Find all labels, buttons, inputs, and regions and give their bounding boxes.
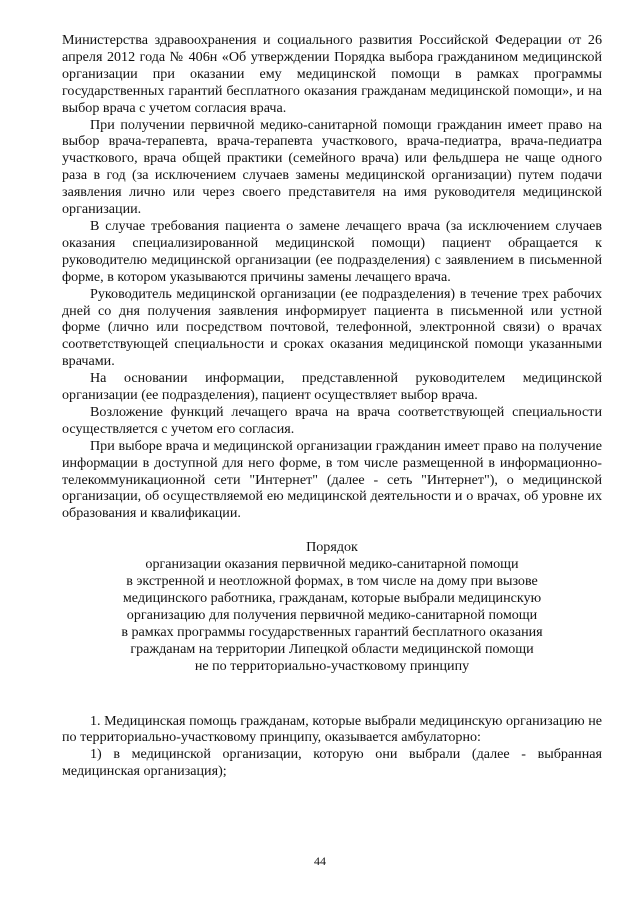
section-title-line-6: гражданам на территории Липецкой области медицинской помощи xyxy=(130,640,534,657)
body-paragraph-2: 1) в медицинской организации, которую они выбрали (далее - выбранная медицинская организация); xyxy=(62,746,602,780)
spacer xyxy=(62,522,602,539)
intro-paragraph-3: В случае требования пациента о замене лечащего врача (за исключением случаев оказания специализированной медицинской помощи) пациент обращается к руководителю медицинской организации (ее подразделения) с заявлением в письменной форме, в котором указываются причины замены лечащего врача. xyxy=(62,217,602,285)
section-title-line-4: организацию для получения первичной медико-санитарной помощи xyxy=(126,606,538,623)
intro-paragraph-4: Руководитель медицинской организации (ее подразделения) в течение трех рабочих дней со дня получения заявления информирует пациента в письменной или устной форме (лично или посредством почтовой, телефонной, электронной связи) о врачах соответствующей специальности и сроках оказания медицинской помощи указанными врачами. xyxy=(62,285,602,370)
document-page xyxy=(62,32,602,780)
intro-paragraph-2: При получении первичной медико-санитарной помощи гражданин имеет право на выбор врача-терапевта, врача-терапевта участкового, врача-педиатра, врача-педиатра участкового, врача общей практики (семейного врача) или фельдшера не чаще одного раза в год (за исключением случаев замены медицинской организации) путем подачи заявления лично или через своего представителя на имя руководителя медицинской организации. xyxy=(62,116,602,218)
intro-paragraph-7: При выборе врача и медицинской организации гражданин имеет право на получение информации в доступной для него форме, в том числе размещенной в информационно-телекоммуникационной сети "Интернет" (далее - сеть "Интернет"), о медицинской организации, об осуществляемой ею медицинской деятельности и о врачах, об уровне их образования и квалификации. xyxy=(62,437,602,522)
section-title-line-3: медицинского работника, гражданам, которые выбрали медицинскую xyxy=(122,590,542,606)
section-title-line-7: не по территориально-участковому принципу xyxy=(194,657,470,674)
intro-paragraph-5: На основании информации, представленной руководителем медицинской организации (ее подразделения), пациент осуществляет выбор врача. xyxy=(62,370,602,404)
intro-paragraph-6: Возложение функций лечащего врача на врача соответствующей специальности осуществляется с учетом его согласия. xyxy=(62,403,602,437)
page-number: 44 xyxy=(314,854,326,868)
section-title-line-5: в рамках программы государственных гарантий бесплатного оказания xyxy=(121,623,543,640)
section-heading: Порядок xyxy=(306,539,358,556)
section-title-line-2: в экстренной и неотложной формах, в том числе на дому при вызове xyxy=(126,573,538,590)
section-title-line-1: организации оказания первичной медико-санитарной помощи xyxy=(145,556,519,573)
intro-paragraph-1: Министерства здравоохранения и социального развития Российской Федерации от 26 апреля 2012 года № 406н «Об утверждении Порядка выбора гражданином медицинской организации при оказании ему медицинской помощи в рамках программы государственных гарантий бесплатного оказания гражданам медицинской помощи», и на выбор врача с учетом согласия врача. xyxy=(62,32,602,116)
body-paragraph-1: 1. Медицинская помощь гражданам, которые выбрали медицинскую организацию не по территориально-участковому принципу, оказывается амбулаторно: xyxy=(62,712,602,746)
spacer xyxy=(62,675,602,713)
